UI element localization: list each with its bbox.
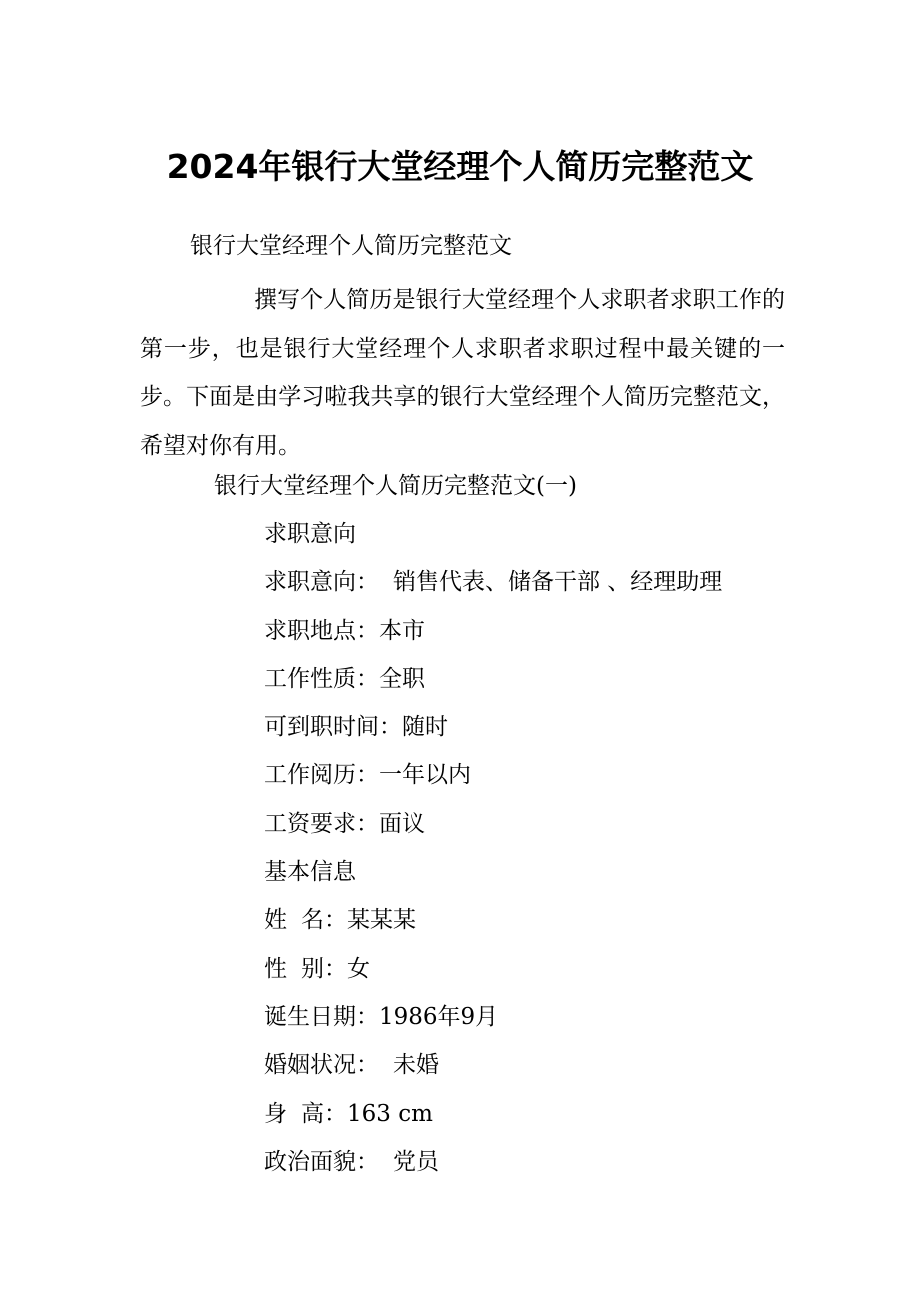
field-location — [264, 611, 722, 659]
field-label: 求职地点： — [264, 617, 379, 644]
field-height — [264, 1094, 722, 1142]
field-gender — [264, 949, 722, 997]
field-label-part: 姓 — [264, 907, 287, 934]
field-political-status — [264, 1142, 722, 1190]
field-label-part: 身 — [264, 1100, 287, 1127]
document-subtitle: 银行大堂经理个人简历完整范文 — [190, 233, 512, 259]
field-value: 某某某 — [347, 907, 416, 934]
heading-text: 基本信息 — [264, 859, 356, 886]
field-label: 求职意向： — [264, 569, 379, 596]
field-experience — [264, 755, 722, 803]
field-label: 工作性质： — [264, 665, 379, 692]
heading-basic-info — [264, 852, 722, 900]
field-job-type — [264, 659, 722, 707]
field-salary — [264, 804, 722, 852]
heading-job-intent — [264, 514, 722, 562]
field-value: 面议 — [379, 810, 425, 837]
heading-text: 求职意向 — [264, 521, 356, 547]
field-label-part: 名： — [301, 907, 347, 934]
field-name — [264, 900, 722, 948]
field-value: 销售代表、储备干部 、经理助理 — [393, 569, 723, 596]
field-label: 婚姻状况： — [264, 1052, 379, 1079]
field-value: 本市 — [379, 617, 425, 644]
field-birth-date — [264, 997, 722, 1045]
field-value: 一年以内 — [379, 762, 471, 789]
intro-paragraph: 撰写个人简历是银行大堂经理个人求职者求职工作的第一步，也是银行大堂经理个人求职者求职过程中最关键的一步。下面是由学习啦我共享的银行大堂经理个人简历完整范文，希望对你有用。 — [140, 287, 785, 459]
resume-fields — [264, 514, 722, 1190]
field-label: 政治面貌： — [264, 1148, 379, 1175]
field-value: 随时 — [402, 714, 448, 741]
document-title: 2024年银行大堂经理个人简历完整范文 — [166, 147, 754, 186]
field-job-intent — [264, 562, 722, 610]
field-label: 诞生日期： — [264, 1003, 379, 1030]
field-marital-status — [264, 1045, 722, 1093]
field-label: 工资要求： — [264, 810, 379, 837]
field-label-part: 性 — [264, 955, 287, 982]
field-value: 1986年9月 — [379, 1003, 499, 1030]
section-title: 银行大堂经理个人简历完整范文(一) — [214, 473, 577, 499]
field-value: 党员 — [393, 1148, 439, 1175]
field-label-part: 高： — [301, 1100, 347, 1127]
field-value: 163 cm — [347, 1100, 433, 1127]
field-value: 未婚 — [393, 1052, 439, 1079]
field-label-part: 别： — [301, 955, 347, 982]
field-value: 女 — [347, 955, 370, 982]
field-value: 全职 — [379, 665, 425, 692]
field-available — [264, 707, 722, 755]
field-label: 工作阅历： — [264, 762, 379, 789]
field-label: 可到职时间： — [264, 714, 402, 741]
